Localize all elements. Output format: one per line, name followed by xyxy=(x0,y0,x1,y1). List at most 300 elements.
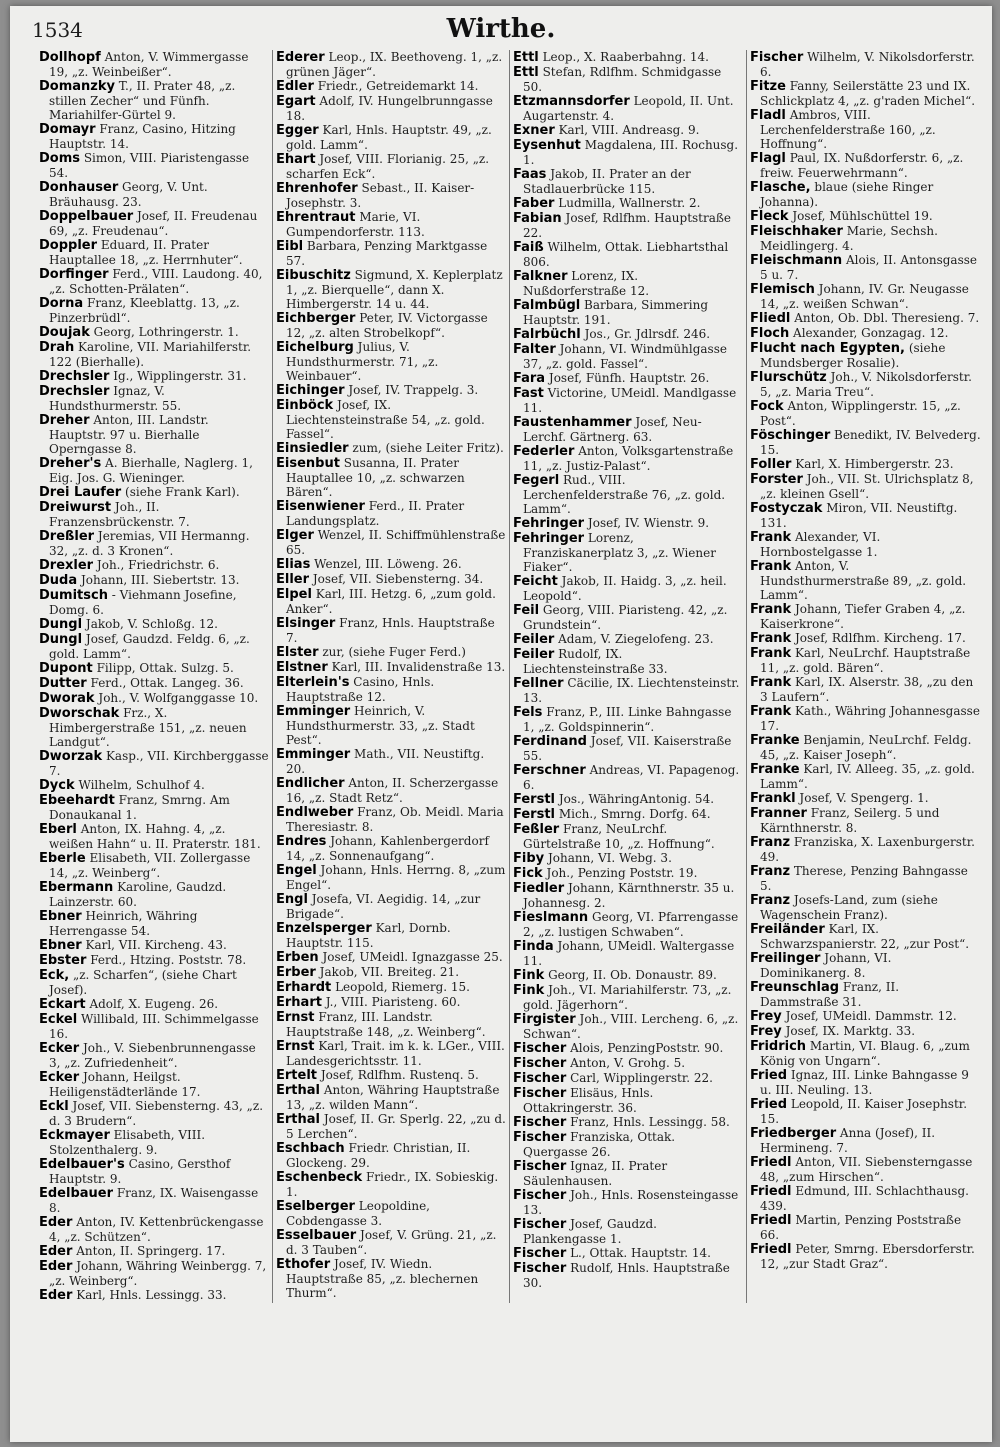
entry-name: Fieslmann xyxy=(513,910,589,925)
entry-details: Andreas, VI. Papagenog. 6. xyxy=(523,763,740,792)
directory-entry xyxy=(39,573,269,588)
directory-entry xyxy=(750,282,981,311)
entry-name: Frey xyxy=(750,1009,782,1024)
entry-name: Eichelburg xyxy=(276,340,354,355)
entry-details: Karl, IV. Alleeg. 35, „z. gold. Lamm“. xyxy=(760,762,975,791)
directory-entry xyxy=(276,1083,506,1112)
entry-details: Franz, Kleeblattg. 13, „z. Pinzerbrüdl“. xyxy=(49,296,240,325)
entry-name: Dollhopf xyxy=(39,50,101,65)
entry-name: Faber xyxy=(513,196,555,211)
directory-entry xyxy=(276,645,506,660)
directory-entry xyxy=(513,1041,743,1056)
entry-name: Fischer xyxy=(513,1086,567,1101)
directory-entry xyxy=(276,1257,506,1300)
entry-name: Fegerl xyxy=(513,473,560,488)
entry-details: Georg, Lothringerstr. 1. xyxy=(89,325,239,339)
entry-name: Ethofer xyxy=(276,1257,331,1272)
entry-name: Exner xyxy=(513,123,555,138)
directory-entry xyxy=(276,805,506,834)
directory-entry xyxy=(750,457,981,472)
directory-entry xyxy=(513,603,743,632)
entry-details: Josef, Rdlfhm. Kircheng. 17. xyxy=(791,631,966,645)
entry-details: Leopold, II. Unt. Augartenstr. 4. xyxy=(523,94,734,123)
entry-name: Fara xyxy=(513,371,546,386)
directory-entry xyxy=(39,485,269,500)
entry-details: Jakob, VII. Breiteg. 21. xyxy=(315,965,460,979)
entry-name: Fehringer xyxy=(513,516,585,531)
entry-name: Ernst xyxy=(276,1039,315,1054)
entry-details: Leop., X. Raaberbahng. 14. xyxy=(538,50,709,64)
entry-details: Georg, VI. Pfarrengasse 2, „z. lustigen Schwaben“. xyxy=(523,910,739,939)
entry-name: Dutter xyxy=(39,676,87,691)
entry-details: Karoline, VII. Mariahilferstr. 122 (Bierhalle). xyxy=(49,340,252,369)
directory-entry xyxy=(39,1099,269,1128)
entry-name: Flucht nach Egypten, xyxy=(750,341,905,356)
entry-name: Fellner xyxy=(513,676,564,691)
entry-details: Wenzel, II. Schiffmühlenstraße 65. xyxy=(286,528,506,557)
entry-details: Benjamin, NeuLrchf. Feldg. 45, „z. Kaiser Joseph“. xyxy=(760,733,972,762)
entry-details: Franz, Hnls. Hauptstraße 7. xyxy=(286,616,495,645)
entry-details: Joh., Hnls. Rosensteingasse 13. xyxy=(523,1188,739,1217)
entry-name: Eckmayer xyxy=(39,1128,110,1143)
entry-details: Adolf, X. Eugeng. 26. xyxy=(85,997,219,1011)
entry-details: Jakob, V. Schloßg. 12. xyxy=(82,617,218,631)
entry-name: Drei Laufer xyxy=(39,485,122,500)
entry-name: Frank xyxy=(750,646,792,661)
directory-entry xyxy=(750,1068,981,1097)
entry-name: Franz xyxy=(750,864,791,879)
directory-entry xyxy=(750,253,981,282)
entry-name: Flurschütz xyxy=(750,370,827,385)
entry-details: Anna (Josef), II. Hermineng. 7. xyxy=(760,1126,936,1155)
entry-details: Anton, Ob. Dbl. Theresieng. 7. xyxy=(790,311,980,325)
directory-entry xyxy=(276,50,506,79)
directory-entry xyxy=(276,921,506,950)
directory-entry xyxy=(39,1215,269,1244)
entry-details: Karl, Hnls. Lessingg. 33. xyxy=(72,1288,227,1302)
entry-details: Mich., Smrng. Dorfg. 64. xyxy=(555,807,711,821)
directory-entry xyxy=(750,1184,981,1213)
directory-entry xyxy=(276,1112,506,1141)
directory-entry xyxy=(750,326,981,341)
entry-details: Franz, NeuLrchf. Gürtelstraße 10, „z. Hoffnung“. xyxy=(523,822,715,851)
entry-name: Forster xyxy=(750,472,803,487)
directory-entry xyxy=(39,778,269,793)
entry-name: Eichinger xyxy=(276,383,345,398)
directory-entry xyxy=(750,1039,981,1068)
directory-entry xyxy=(513,807,743,822)
entry-details: Ferd., Htzing. Poststr. 78. xyxy=(86,953,247,967)
entry-details: Marie, Sechsh. Meidlingerg. 4. xyxy=(760,224,938,253)
entry-details: Anton, V. Wimmergasse 19, „z. Weinbeißer“. xyxy=(49,50,249,79)
directory-entry xyxy=(39,529,269,558)
entry-name: Franz xyxy=(750,893,791,908)
directory-entry xyxy=(513,1012,743,1041)
entry-details: Marie, VI. Gumpendorferstr. 113. xyxy=(286,210,425,239)
entry-name: Eibuschitz xyxy=(276,268,351,283)
entry-name: Eschbach xyxy=(276,1141,345,1156)
directory-entry xyxy=(513,386,743,415)
entry-name: Frankl xyxy=(750,791,796,806)
directory-entry xyxy=(276,79,506,94)
entry-details: Rud., VIII. Lerchenfelderstraße 76, „z. gold. Lamm“. xyxy=(523,473,726,516)
entry-name: Fischer xyxy=(513,1130,567,1145)
entry-details: zum, (siehe Leiter Fritz). xyxy=(348,441,504,455)
entry-details: Anton, III. Landstr. Hauptstr. 97 u. Bierhalle Operngasse 8. xyxy=(49,413,209,456)
directory-entry xyxy=(276,499,506,528)
entry-details: Elisabeth, VII. Zollergasse 14, „z. Weinberg“. xyxy=(49,851,251,880)
entry-name: Edelbauer's xyxy=(39,1157,125,1172)
entry-details: Martin, VI. Blaug. 6, „zum König von Ungarn“. xyxy=(760,1039,970,1068)
directory-entry xyxy=(750,1097,981,1126)
entry-details: Leopoldine, Cobdengasse 3. xyxy=(286,1199,430,1228)
directory-entry xyxy=(513,1071,743,1086)
directory-entry xyxy=(750,864,981,893)
entry-name: Eder xyxy=(39,1259,73,1274)
entry-name: Egart xyxy=(276,94,316,109)
entry-details: Josef, VII. Siebensterng. 34. xyxy=(309,572,484,586)
page-number: 1534 xyxy=(32,18,83,42)
directory-entry xyxy=(276,311,506,340)
directory-entry xyxy=(750,311,981,326)
entry-name: Duda xyxy=(39,573,78,588)
directory-entry xyxy=(276,181,506,210)
entry-name: Fleck xyxy=(750,209,789,224)
entry-details: Josef, Fünfh. Hauptstr. 26. xyxy=(545,371,710,385)
entry-name: Ertelt xyxy=(276,1068,317,1083)
entry-name: Elias xyxy=(276,557,311,572)
entry-name: Fiedler xyxy=(513,881,565,896)
entry-details: Peter, Smrng. Ebersdorferstr. 12, „zur Stadt Graz“. xyxy=(760,1242,975,1271)
directory-entry xyxy=(513,866,743,881)
entry-name: Föschinger xyxy=(750,428,831,443)
directory-entry xyxy=(513,211,743,240)
directory-entry xyxy=(750,472,981,501)
entry-details: Julius, V. Hundsthurmerstr. 71, „z. Weinbauer“. xyxy=(286,340,439,383)
entry-details: Franz, IX. Waisengasse 8. xyxy=(49,1186,259,1215)
entry-name: Fischer xyxy=(513,1159,567,1174)
entry-name: Feiler xyxy=(513,647,555,662)
directory-entry xyxy=(513,94,743,123)
directory-entry xyxy=(39,340,269,369)
entry-name: Frey xyxy=(750,1024,782,1039)
entry-name: Fitze xyxy=(750,79,786,94)
entry-name: Emminger xyxy=(276,747,351,762)
entry-name: Ernst xyxy=(276,1010,315,1025)
entry-name: Fabian xyxy=(513,211,562,226)
entry-name: Eberl xyxy=(39,822,77,837)
entry-details: Karl, NeuLrchf. Hauptstraße 11, „z. gold. Bären“. xyxy=(760,646,971,675)
entry-name: Flemisch xyxy=(750,282,815,297)
entry-name: Ebner xyxy=(39,909,82,924)
entry-name: Doujak xyxy=(39,325,90,340)
directory-entry xyxy=(39,558,269,573)
entry-name: Fladl xyxy=(750,108,786,123)
entry-details: Sebast., II. Kaiser-Josephstr. 3. xyxy=(286,181,475,210)
directory-entry xyxy=(276,587,506,616)
directory-entry xyxy=(276,268,506,311)
directory-entry xyxy=(276,965,506,980)
entry-details: (siehe Frank Karl). xyxy=(121,485,240,499)
entry-name: Dungl xyxy=(39,617,83,632)
entry-details: Josef, V. Grüng. 21, „z. d. 3 Tauben“. xyxy=(286,1228,497,1257)
entry-details: Wilhelm, Ottak. Liebhartsthal 806. xyxy=(523,240,729,269)
entry-details: Barbara, Simmering Hauptstr. 191. xyxy=(523,298,708,327)
entry-name: Fels xyxy=(513,705,543,720)
entry-details: Joh., Friedrichstr. 6. xyxy=(93,558,220,572)
directory-entry xyxy=(513,298,743,327)
entry-name: Dreher xyxy=(39,413,90,428)
entry-name: Floch xyxy=(750,326,790,341)
entry-details: Karl, VII. Kircheng. 43. xyxy=(81,938,227,952)
entry-details: Cäcilie, IX. Liechtensteinstr. 13. xyxy=(523,676,740,705)
entry-name: Eder xyxy=(39,1288,73,1303)
entry-details: Johann, III. Siebertstr. 13. xyxy=(77,573,240,587)
directory-entry xyxy=(276,528,506,557)
entry-details: Anton, IX. Hahng. 4, „z. weißen Hahn“ u. II. Praterstr. 181. xyxy=(49,822,261,851)
entry-details: Willibald, III. Schimmelgasse 16. xyxy=(49,1012,259,1041)
entry-name: Einböck xyxy=(276,398,334,413)
entry-name: Eberle xyxy=(39,851,86,866)
directory-entry xyxy=(276,441,506,456)
entry-details: Josef, VIII. Florianig. 25, „z. scharfen Eck“. xyxy=(286,152,490,181)
directory-entry xyxy=(276,747,506,776)
directory-entry xyxy=(39,691,269,706)
entry-details: Rudolf, Hnls. Hauptstraße 30. xyxy=(523,1261,730,1290)
entry-name: Faas xyxy=(513,167,547,182)
directory-entry xyxy=(39,749,269,778)
entry-name: Ferstl xyxy=(513,792,555,807)
entry-name: Domanzky xyxy=(39,79,115,94)
column-4 xyxy=(747,50,984,1303)
entry-name: Erhart xyxy=(276,995,322,1010)
entry-details: Franz, P., III. Linke Bahngasse 1, „z. Goldspinnerin“. xyxy=(523,705,732,734)
entry-name: Fleischmann xyxy=(750,253,843,268)
directory-entry xyxy=(276,892,506,921)
directory-entry xyxy=(276,660,506,675)
directory-entry xyxy=(39,632,269,661)
directory-entry xyxy=(39,1070,269,1099)
entry-details: Franziska, X. Laxenburgerstr. 49. xyxy=(760,835,975,864)
entry-details: Paul, IX. Nußdorferstr. 6, „z. freiw. Feuerwehrmann“. xyxy=(760,151,964,180)
entry-details: Josefs-Land, zum (siehe Wagenschein Franz). xyxy=(760,893,938,922)
entry-name: Doppler xyxy=(39,238,98,253)
entry-name: Dreiwurst xyxy=(39,500,112,515)
directory-entry xyxy=(513,1159,743,1188)
entry-name: Ehrenhofer xyxy=(276,181,358,196)
entry-name: Frank xyxy=(750,559,792,574)
entry-details: Josef, VII. Kaiserstraße 55. xyxy=(523,734,732,763)
entry-name: Eckart xyxy=(39,997,86,1012)
directory-entry xyxy=(276,1141,506,1170)
directory-entry xyxy=(39,822,269,851)
directory-entry xyxy=(276,1199,506,1228)
entry-details: Benedikt, IV. Belvederg. 15. xyxy=(760,428,981,457)
directory-entry xyxy=(750,893,981,922)
directory-entry xyxy=(750,209,981,224)
entry-name: Einsiedler xyxy=(276,441,349,456)
entry-details: Johann, Tiefer Graben 4, „z. Kaiserkrone“. xyxy=(760,602,966,631)
entry-details: Ig., Wipplingerstr. 31. xyxy=(109,369,247,383)
entry-details: Leopold, Riemerg. 15. xyxy=(331,980,470,994)
entry-details: Heinrich, Währing Herrengasse 54. xyxy=(49,909,198,938)
entry-name: Flagl xyxy=(750,151,786,166)
entry-name: Ecker xyxy=(39,1041,80,1056)
directory-entry xyxy=(276,210,506,239)
entry-details: Peter, IV. Victorgasse 12, „z. alten Strobelkopf“. xyxy=(286,311,488,340)
entry-details: Ferd., II. Prater Landungsplatz. xyxy=(286,499,465,528)
entry-name: Ebeehardt xyxy=(39,793,115,808)
entry-name: Endres xyxy=(276,834,327,849)
entry-name: Ehrentraut xyxy=(276,210,356,225)
directory-entry xyxy=(513,123,743,138)
directory-entry xyxy=(39,968,269,997)
entry-details: „z. Scharfen“, (siehe Chart Josef). xyxy=(49,968,237,997)
directory-entry xyxy=(750,646,981,675)
entry-name: Elster xyxy=(276,645,319,660)
directory-entry xyxy=(750,762,981,791)
entry-name: Fischer xyxy=(513,1188,567,1203)
entry-details: Josef, Rdlfhm. Rustenq. 5. xyxy=(317,1068,479,1082)
entry-name: Falter xyxy=(513,342,556,357)
entry-details: Johann, Währing Weinbergg. 7, „z. Weinberg“. xyxy=(49,1259,267,1288)
entry-name: Fischer xyxy=(513,1041,567,1056)
entry-details: Alois, II. Antonsgasse 5 u. 7. xyxy=(760,253,977,282)
entry-details: Fanny, Seilerstätte 23 und IX. Schlickplatz 4, „z. g'raden Michel“. xyxy=(760,79,976,108)
directory-entry xyxy=(513,1056,743,1071)
entry-name: Emminger xyxy=(276,704,351,719)
directory-entry xyxy=(39,661,269,676)
entry-name: Frank xyxy=(750,675,792,690)
entry-details: Johann, UMeidl. Waltergasse 11. xyxy=(523,939,735,968)
entry-name: Freunschlag xyxy=(750,980,840,995)
entry-name: Elstner xyxy=(276,660,328,675)
entry-details: Franz, Casino, Hitzing Hauptstr. 14. xyxy=(49,122,236,151)
entry-details: Kasp., VII. Kirchberggasse 7. xyxy=(49,749,269,778)
entry-details: Anton, Wipplingerstr. 15, „z. Post“. xyxy=(760,399,961,428)
directory-entry xyxy=(39,676,269,691)
entry-details: Josef, IV. Trappelg. 3. xyxy=(344,383,479,397)
column-2 xyxy=(273,50,510,1303)
directory-entry xyxy=(276,1010,506,1039)
directory-entry xyxy=(513,473,743,516)
directory-entry xyxy=(39,1259,269,1288)
directory-entry xyxy=(750,559,981,602)
entry-details: Jos., Gr. Jdlrsdf. 246. xyxy=(580,327,711,341)
entry-name: Feil xyxy=(513,603,540,618)
entry-name: Firgister xyxy=(513,1012,576,1027)
directory-entry xyxy=(276,239,506,268)
entry-details: Frz., X. Himbergerstraße 151, „z. neuen Landgut“. xyxy=(49,706,247,749)
directory-entry xyxy=(39,938,269,953)
directory-entry xyxy=(276,980,506,995)
entry-name: Enzelsperger xyxy=(276,921,372,936)
directory-entry xyxy=(750,1155,981,1184)
directory-entry xyxy=(750,501,981,530)
entry-details: Franz, Ob. Meidl. Maria Theresiastr. 8. xyxy=(286,805,504,834)
directory-entry xyxy=(750,806,981,835)
directory-entry xyxy=(513,939,743,968)
directory-entry xyxy=(513,822,743,851)
directory-entry xyxy=(39,151,269,180)
entry-name: Dupont xyxy=(39,661,93,676)
entry-details: A. Bierhalle, Naglerg. 1, Eig. Jos. G. Wieninger. xyxy=(49,456,253,485)
directory-entry xyxy=(39,296,269,325)
directory-entry xyxy=(513,705,743,734)
entry-name: Ferstl xyxy=(513,807,555,822)
directory-entry xyxy=(513,444,743,473)
entry-name: Feicht xyxy=(513,574,558,589)
entry-name: Fridrich xyxy=(750,1039,807,1054)
entry-details: Ludmilla, Wallnerstr. 2. xyxy=(554,196,701,210)
entry-details: Josef, II. Gr. Sperlg. 22, „zu d. 5 Lerchen“. xyxy=(286,1112,506,1141)
entry-name: Eibl xyxy=(276,239,304,254)
entry-details: Martin, Penzing Poststraße 66. xyxy=(760,1213,962,1242)
entry-name: Fostyczak xyxy=(750,501,823,516)
directory-entry xyxy=(39,369,269,384)
entry-details: Ferd., VIII. Laudong. 40, „z. Schotten-Prälaten“. xyxy=(49,267,263,296)
entry-name: Feßler xyxy=(513,822,560,837)
entry-details: Stefan, Rdlfhm. Schmidgasse 50. xyxy=(523,65,722,94)
directory-entry xyxy=(276,1228,506,1257)
entry-name: Franz xyxy=(750,835,791,850)
entry-name: Ettl xyxy=(513,50,539,65)
entry-details: Karl, VIII. Andreasg. 9. xyxy=(554,123,700,137)
directory-entry xyxy=(39,1186,269,1215)
entry-details: Ignaz, V. Hundsthurmerstr. 55. xyxy=(49,384,182,413)
entry-name: Drechsler xyxy=(39,369,110,384)
entry-details: Alexander, Gonzagag. 12. xyxy=(789,326,949,340)
entry-details: Franz, Hnls. Lessingg. 58. xyxy=(566,1115,730,1129)
directory-entry xyxy=(39,588,269,617)
directory-entry xyxy=(750,399,981,428)
entry-details: Friedr., IX. Sobieskig. 1. xyxy=(286,1170,499,1199)
entry-name: Drechsler xyxy=(39,384,110,399)
directory-entry xyxy=(276,340,506,383)
entry-name: Falrbüchl xyxy=(513,327,581,342)
entry-name: Elger xyxy=(276,528,314,543)
entry-name: Ettl xyxy=(513,65,539,80)
entry-name: Friedl xyxy=(750,1155,792,1170)
entry-name: Fast xyxy=(513,386,544,401)
entry-name: Dworzak xyxy=(39,749,103,764)
directory-entry xyxy=(513,415,743,444)
entry-name: Erthal xyxy=(276,1083,320,1098)
column-1 xyxy=(36,50,273,1303)
entry-details: Karl, Trait. im k. k. LGer., VIII. Landesgerichtsstr. 11. xyxy=(286,1039,505,1068)
page-title: Wirthe. xyxy=(446,14,556,44)
entry-details: Georg, VIII. Piaristeng. 42, „z. Grundstein“. xyxy=(523,603,728,632)
entry-name: Friedl xyxy=(750,1242,792,1257)
directory-entry xyxy=(513,734,743,763)
directory-entry xyxy=(513,1086,743,1115)
directory-entry xyxy=(276,572,506,587)
entry-name: Fried xyxy=(750,1068,788,1083)
directory-entry xyxy=(750,602,981,631)
entry-name: Franke xyxy=(750,762,800,777)
directory-entry xyxy=(750,79,981,108)
entry-details: Karl, III. Invalidenstraße 13. xyxy=(327,660,506,674)
entry-name: Doppelbauer xyxy=(39,209,134,224)
entry-name: Ehart xyxy=(276,152,316,167)
directory-entry xyxy=(39,325,269,340)
entry-details: Johann, VI. Windmühlgasse 37, „z. gold. Fassel“. xyxy=(523,342,727,371)
entry-name: Fischer xyxy=(513,1071,567,1086)
directory-entry xyxy=(513,342,743,371)
entry-details: Joh., II. Franzensbrückenstr. 7. xyxy=(49,500,190,529)
directory-entry xyxy=(276,1170,506,1199)
directory-entry xyxy=(39,500,269,529)
